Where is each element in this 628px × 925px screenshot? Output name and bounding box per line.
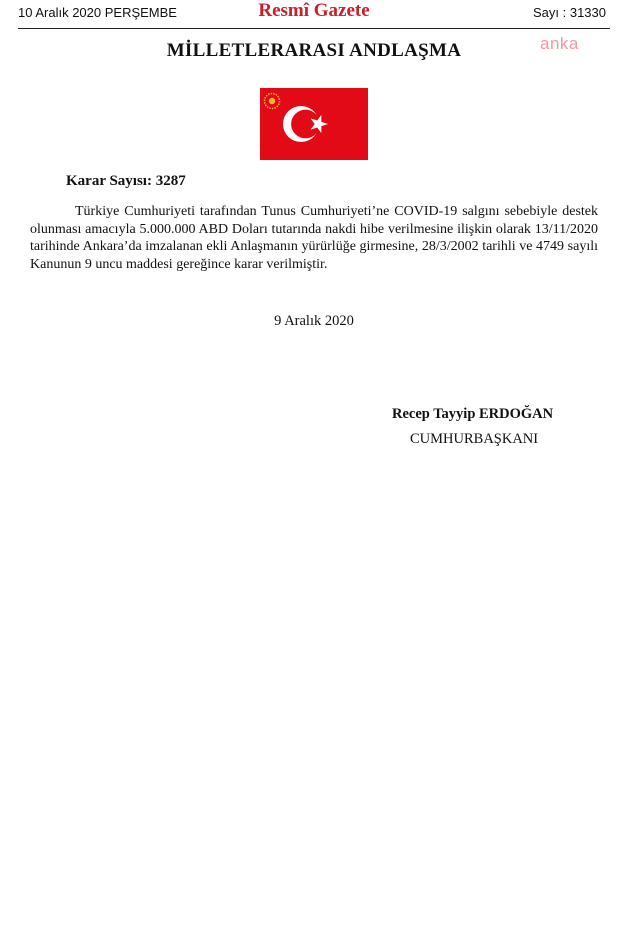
decision-number: Karar Sayısı: 3287 [66,173,186,189]
header-date: 10 Aralık 2020 PERŞEMBE [18,5,177,20]
turkish-flag-icon [260,88,368,160]
header-title: Resmî Gazete [258,0,370,21]
watermark-logo: anka [540,34,579,53]
signer-name: Recep Tayyip ERDOĞAN [392,406,554,422]
decision-body-text: Türkiye Cumhuriyeti tarafından Tunus Cumhuriyeti’ne COVID-19 salgını sebebiyle destek olunması amacıyla 5.000.000 ABD Doları tutarında nakdi hibe verilmesine ilişkin olarak 13/11/2020 tarihinde Ankara’da imzalanan ekli Anlaşmanın yürürlüğe girmesine, 28/3/2002 tarihli ve 4749 sayılı Kanunun 9 uncu maddesi gereğince karar verilmiştir. [30,204,598,272]
signer-title: CUMHURBAŞKANI [410,431,539,447]
gazette-header [18,0,610,29]
document-title: MİLLETLERARASI ANDLAŞMA [166,40,462,61]
signature-date: 9 Aralık 2020 [274,313,354,329]
header-issue-number: Sayı : 31330 [533,5,606,20]
